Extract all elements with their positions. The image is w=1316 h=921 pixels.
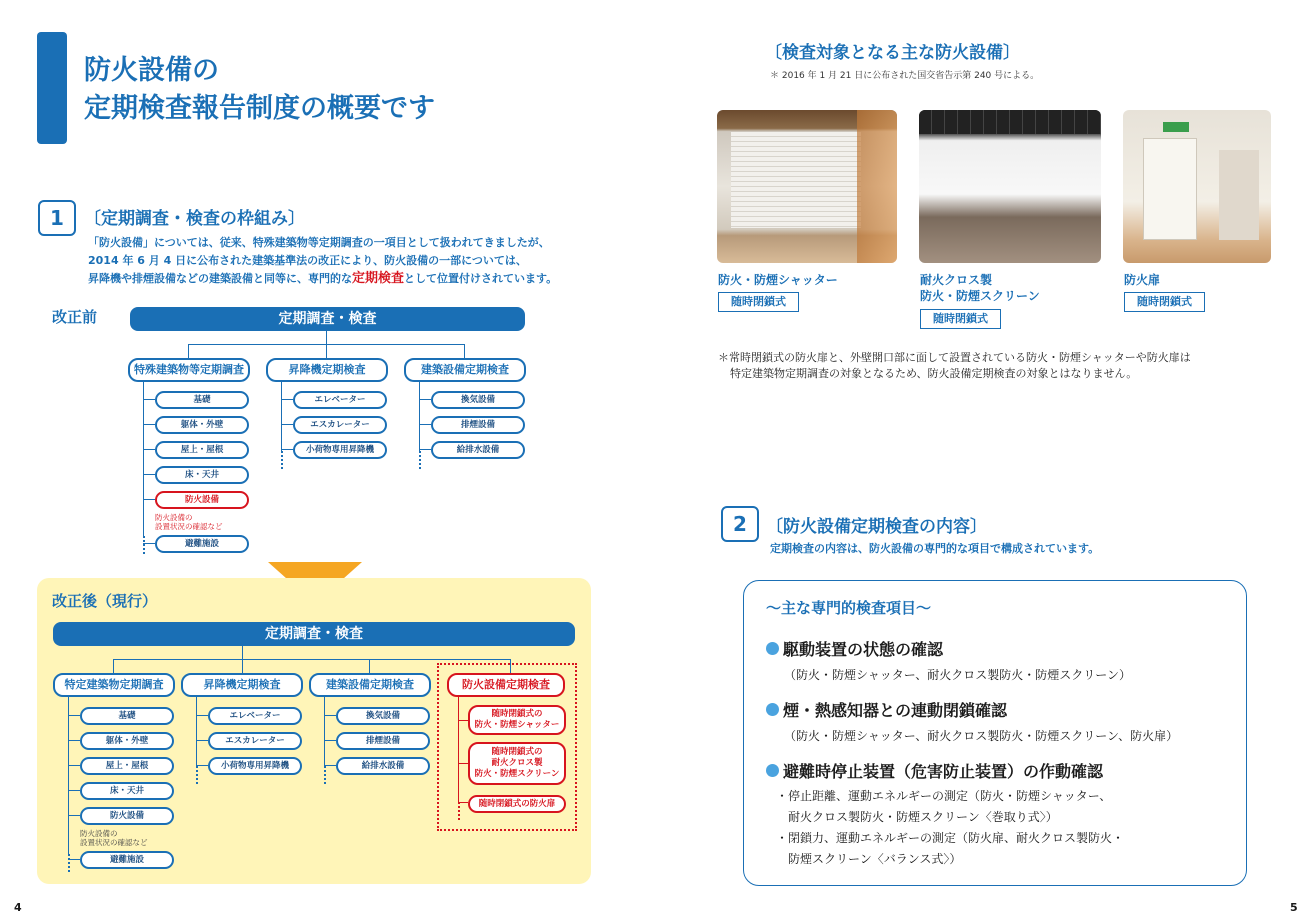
after-col1-item: 躯体・外壁 [80,732,174,750]
title-accent-bar [37,32,67,144]
before-col1-item: 床・天井 [155,466,249,484]
after-col4-item-shutter-line2: 防火・防煙シャッター [474,720,560,730]
photo3-caption-line1: 防火扉 [1124,273,1161,287]
before-col1-note [155,513,223,531]
before-col1-note-line2: 設置状況の確認など [155,522,223,531]
before-col2-item: 小荷物専用昇降機 [293,441,387,459]
inspection-item3-details [776,786,1124,870]
photo3-badge: 随時閉鎖式 [1124,292,1205,312]
after-col4-item-screen-line3: 防火・防煙スクリーン [474,769,560,779]
before-col3-item: 排煙設備 [431,416,525,434]
section1-body-emphasis: 定期検査 [352,271,405,286]
inspection-item3-bullet1-line1: ・停止距離、運動エネルギーの測定（防火・防煙シャッター、 [776,789,1112,803]
photo2-caption [920,272,1040,304]
page-number-right: 5 [1290,901,1298,914]
after-col1-item: 床・天井 [80,782,174,800]
before-label: 改正前 [52,308,98,326]
inspection-item1-sub: （防火・防煙シャッター、耐火クロス製防火・防煙スクリーン） [784,668,1132,682]
right-subnote: ＊ 2016 年 1 月 21 日に公布された国交省告示第 240 号による。 [770,71,1040,81]
after-col3-item: 給排水設備 [336,757,430,775]
before-col2-item: エレベーター [293,391,387,409]
photo1-caption-line1: 防火・防煙シャッター [718,273,838,287]
right-footnote-line2: 特定建築物定期調査の対象となるため、防火設備定期検査の対象とはなりません。 [730,367,1138,380]
section1-heading: 〔定期調査・検査の枠組み〕 [84,209,305,229]
inspection-item2-title: 煙・熱感知器との連動閉鎖確認 [783,701,1008,720]
after-col4-item-shutter-line1: 随時閉鎖式の [491,709,543,719]
photo3-caption [1124,272,1160,288]
inspection-item2 [766,698,1178,744]
after-col3-item: 排煙設備 [336,732,430,750]
page-title [84,52,435,128]
right-footnote [718,350,1191,382]
before-col3-item: 換気設備 [431,391,525,409]
inspection-item3-title: 避難時停止装置（危害防止装置）の作動確認 [783,762,1104,781]
before-col1-note-line1: 防火設備の [155,513,193,522]
photo1-badge: 随時閉鎖式 [718,292,799,312]
after-col2-header: 昇降機定期検査 [181,673,303,697]
section2-number: 2 [721,506,759,542]
right-heading: 〔検査対象となる主な防火設備〕 [765,43,1020,63]
section2-heading: 〔防火設備定期検査の内容〕 [766,517,987,537]
section1-body-line3 [88,270,557,288]
after-col3-header: 建築設備定期検査 [309,673,431,697]
section1-body-line2: 2014 年 6 月 4 日に公布された建築基準法の改正により、防火設備の一部については、 [88,254,527,267]
after-col4-item-screen-line1: 随時閉鎖式の [491,747,543,757]
photo2-caption-line1: 耐火クロス製 [920,273,993,287]
right-footnote-line1: ＊常時閉鎖式の防火扉と、外壁開口部に面して設置されている防火・防煙シャッターや防火扉は [718,351,1191,364]
section1-body [88,234,557,288]
after-col2-item: エスカレーター [208,732,302,750]
before-col1-item: 屋上・屋根 [155,441,249,459]
section2-body: 定期検査の内容は、防火設備の専門的な項目で構成されています。 [770,542,1100,555]
after-col1-note-line2: 設置状況の確認など [80,838,148,847]
inspection-item3-bullet2-line2: 防煙スクリーン〈バランス式〉） [788,852,962,866]
after-col4-header: 防火設備定期検査 [447,673,565,697]
before-col2-header: 昇降機定期検査 [266,358,388,382]
page-title-line2: 定期検査報告制度の概要です [84,93,435,124]
after-col1-note-line1: 防火設備の [80,829,118,838]
photo2-badge: 随時閉鎖式 [920,309,1001,329]
bullet-icon [766,764,779,777]
before-root: 定期調査・検査 [130,307,525,331]
inspection-box-title: ～主な専門的検査項目～ [766,599,932,617]
before-col1-fire-item: 防火設備 [155,491,249,509]
screen-photo [919,110,1101,263]
after-col4-item-screen-line2: 耐火クロス製 [491,758,543,768]
page-number-left: 4 [14,901,22,914]
inspection-item3 [766,759,1124,870]
page-title-line1: 防火設備の [84,55,219,86]
shutter-photo [717,110,897,263]
after-col2-item: 小荷物専用昇降機 [208,757,302,775]
inspection-item3-bullet2-line1: ・閉鎖力、運動エネルギーの測定（防火扉、耐火クロス製防火・ [776,831,1125,845]
inspection-item1 [766,637,1131,683]
photo1-caption [718,272,838,288]
after-col4-item-shutter [468,705,566,735]
after-col1-item: 屋上・屋根 [80,757,174,775]
after-col1-note [80,829,148,847]
fire-door-photo [1123,110,1271,263]
bullet-icon [766,642,779,655]
bullet-icon [766,703,779,716]
before-col2-item: エスカレーター [293,416,387,434]
after-root: 定期調査・検査 [53,622,575,646]
after-col3-item: 換気設備 [336,707,430,725]
inspection-item2-sub: （防火・防煙シャッター、耐火クロス製防火・防煙スクリーン、防火扉） [784,729,1179,743]
section1-body-line3-post: として位置付けされています。 [404,272,558,285]
after-col1-last-item: 避難施設 [80,851,174,869]
after-col1-header: 特定建築物定期調査 [53,673,175,697]
inspection-item3-bullet1-line2: 耐火クロス製防火・防煙スクリーン〈巻取り式〉） [788,810,1058,824]
before-col1-item: 基礎 [155,391,249,409]
before-col1-header: 特殊建築物等定期調査 [128,358,250,382]
before-col1-item: 躯体・外壁 [155,416,249,434]
section1-number: 1 [38,200,76,236]
section1-body-line3-pre: 昇降機や排煙設備などの建築設備と同等に、専門的な [88,272,352,285]
photo2-caption-line2: 防火・防煙スクリーン [920,289,1040,303]
before-col3-item: 給排水設備 [431,441,525,459]
after-label: 改正後（現行） [52,592,158,610]
section1-body-line1: 「防火設備」については、従来、特殊建築物等定期調査の一項目として扱われてきましたが、 [88,236,550,249]
inspection-item1-title: 駆動装置の状態の確認 [783,640,944,659]
after-col2-item: エレベーター [208,707,302,725]
after-col4-item-door: 随時閉鎖式の防火扉 [468,795,566,813]
before-col1-last-item: 避難施設 [155,535,249,553]
after-col1-item: 基礎 [80,707,174,725]
before-col3-header: 建築設備定期検査 [404,358,526,382]
after-col1-item: 防火設備 [80,807,174,825]
after-col4-item-screen [468,742,566,785]
